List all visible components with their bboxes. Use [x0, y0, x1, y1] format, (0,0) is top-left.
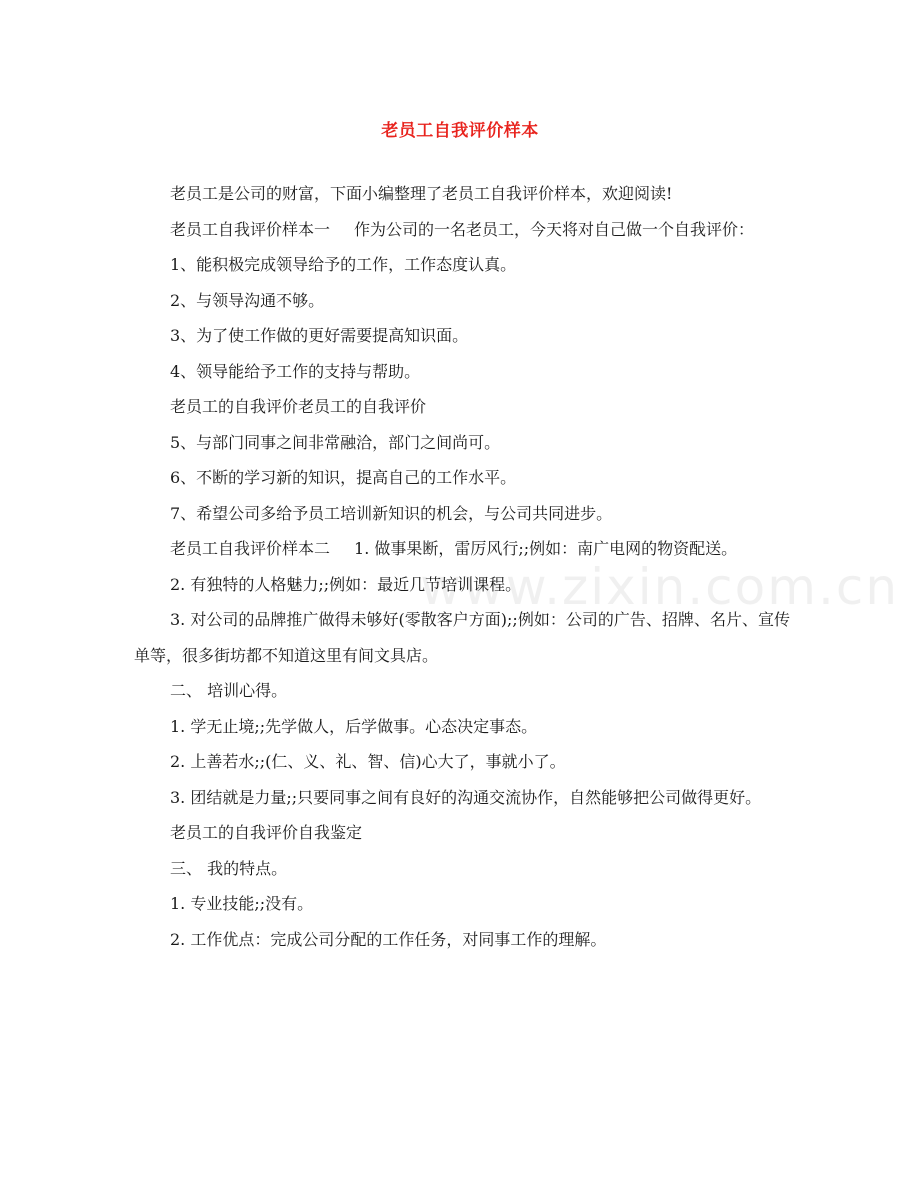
paragraph-text: 2. 工作优点：完成公司分配的工作任务，对同事工作的理解。 [170, 929, 607, 949]
paragraph-text: 3. 对公司的品牌推广做得未够好(零散客户方面);;例如：公司的广告、招牌、名片、宣传单等，很多街坊都不知道这里有间文具店。 [134, 610, 790, 665]
paragraph [134, 247, 790, 283]
paragraph [134, 176, 790, 212]
paragraph [134, 354, 790, 390]
paragraph [134, 212, 790, 248]
paragraph [134, 460, 790, 496]
document-title: 老员工自我评价样本 [381, 121, 539, 141]
paragraph-text: 6、不断的学习新的知识，提高自己的工作水平。 [170, 468, 517, 487]
paragraph-text: 作为公司的一名老员工，今天将对自己做一个自我评价： [354, 219, 755, 239]
paragraph [134, 744, 790, 780]
paragraph [134, 851, 790, 887]
paragraph [134, 567, 790, 603]
paragraph [134, 815, 790, 851]
paragraph-text: 1. 做事果断，雷厉风行;;例如：南广电网的物资配送。 [354, 539, 738, 558]
paragraph-text: 3、为了使工作做的更好需要提高知识面。 [170, 326, 469, 345]
paragraph-text: 二、 培训心得。 [170, 681, 288, 700]
paragraph [134, 673, 790, 709]
paragraph-text: 老员工的自我评价老员工的自我评价 [170, 397, 427, 416]
paragraph-text: 老员工的自我评价自我鉴定 [170, 823, 363, 842]
section-lead: 老员工自我评价样本二 [170, 539, 331, 558]
paragraph [134, 318, 790, 354]
paragraph-text: 2. 上善若水;;(仁、义、礼、智、信)心大了，事就小了。 [170, 752, 566, 771]
paragraph [134, 602, 790, 673]
paragraph-text: 4、领导能给予工作的支持与帮助。 [170, 361, 421, 381]
document-body [134, 176, 790, 957]
paragraph [134, 389, 790, 425]
paragraph-text: 1. 专业技能;;没有。 [170, 894, 314, 913]
paragraph-text: 2. 有独特的人格魅力;;例如：最近几节培训课程。 [170, 574, 522, 594]
watermark: www.zixin.com.cn [420, 558, 900, 616]
paragraph [134, 922, 790, 958]
paragraph-text: 三、 我的特点。 [170, 858, 288, 878]
paragraph [134, 283, 790, 319]
paragraph [134, 496, 790, 532]
paragraph-text: 老员工是公司的财富，下面小编整理了老员工自我评价样本，欢迎阅读! [170, 184, 673, 203]
paragraph-text: 2、与领导沟通不够。 [170, 290, 325, 310]
paragraph-text: 1. 学无止境;;先学做人，后学做事。心态决定事态。 [170, 716, 538, 736]
paragraph [134, 425, 790, 461]
paragraph-text: 5、与部门同事之间非常融洽，部门之间尚可。 [170, 432, 501, 452]
paragraph [134, 531, 790, 567]
paragraph [134, 886, 790, 922]
paragraph-text: 1、能积极完成领导给予的工作，工作态度认真。 [170, 255, 517, 274]
paragraph [134, 709, 790, 745]
paragraph-text: 7、希望公司多给予员工培训新知识的机会，与公司共同进步。 [170, 503, 613, 523]
section-lead: 老员工自我评价样本一 [170, 219, 331, 239]
paragraph [134, 780, 790, 816]
paragraph-text: 3. 团结就是力量;;只要同事之间有良好的沟通交流协作，自然能够把公司做得更好。 [170, 787, 762, 807]
